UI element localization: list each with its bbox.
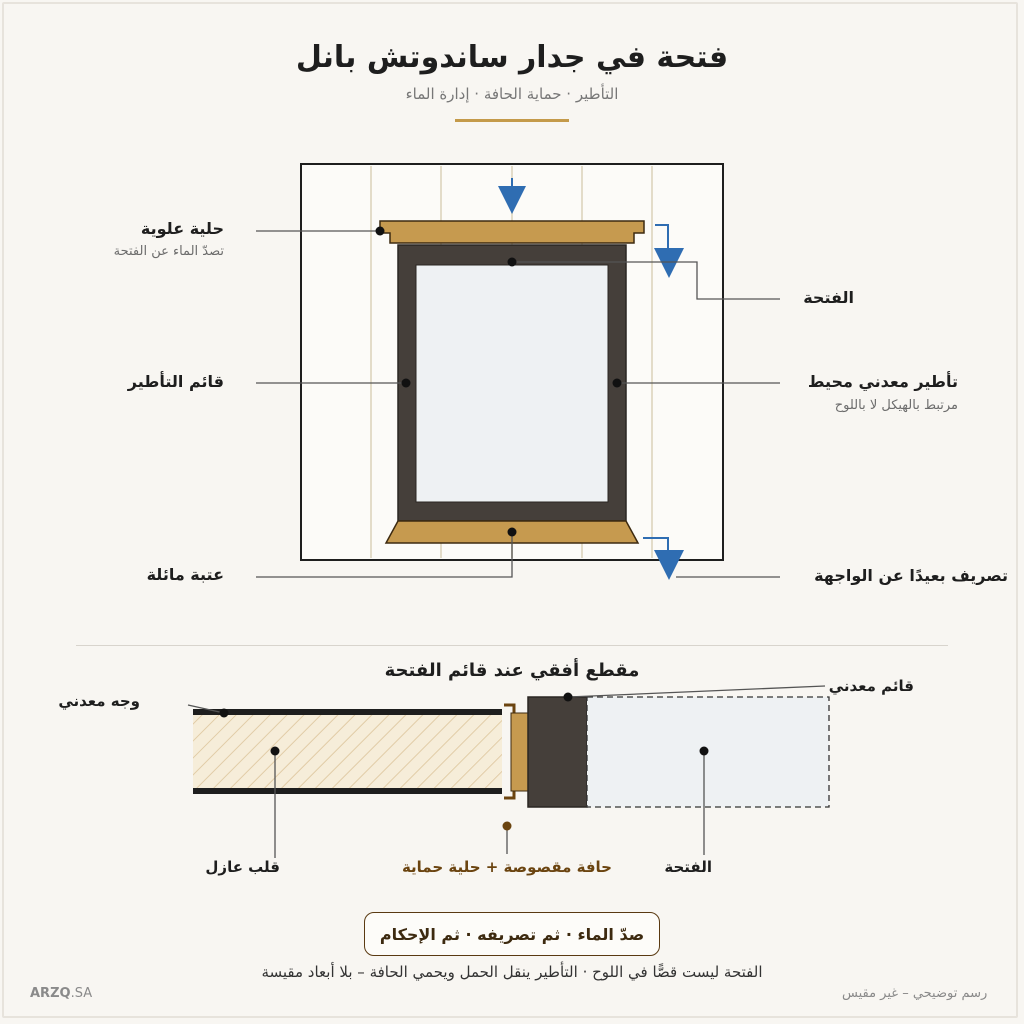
insulated-core [193,713,502,791]
label-perimeter-frame: تأطير معدني محيط [807,372,958,391]
brand-suffix: .SA [70,986,93,1001]
opening-glass [416,265,608,502]
metal-face-bottom [193,788,502,794]
section-title: مقطع أفقي عند قائم الفتحة [384,660,640,681]
brand-logo [30,986,92,1001]
head-flashing [380,221,644,243]
elevation-drawing [256,164,780,580]
page-title: فتحة في جدار ساندوتش بانل [295,40,729,75]
label-head-flashing-sub: تصدّ الماء عن الفتحة [113,244,224,259]
label-insulated-core: قلب عازل [205,858,280,876]
label-metal-jamb: قائم معدني [828,677,914,695]
footer-note: الفتحة ليست قصًّا في اللوح · التأطير ينقل الحمل ويحمي الحافة – بلا أبعاد مقيسة [261,963,763,981]
section-drawing [188,686,829,858]
label-sill: عتبة مائلة [146,565,224,584]
metal-jamb [528,697,587,807]
label-opening: الفتحة [803,288,854,307]
label-drain: تصريف بعيدًا عن الواجهة [814,566,1008,585]
cut-edge-dot [503,822,512,831]
scale-note: رسم توضيحي – غير مقيس [842,986,988,1001]
brand-name: ARZQ [30,986,71,1001]
water-arrow-sill [654,550,684,580]
metal-face-top [193,709,502,715]
label-perimeter-frame-sub: مرتبط بالهيكل لا باللوح [834,398,958,413]
label-metal-face: وجه معدني [58,692,140,710]
section-divider [76,645,948,646]
principle-badge: صدّ الماء · ثم تصريفه · ثم الإحكام [364,912,660,956]
label-cut-edge: حافة مقصوصة + حلية حماية [401,858,612,876]
edge-trim-fill [511,713,528,791]
page-subtitle: التأطير · حماية الحافة · إدارة الماء [405,85,619,103]
label-head-flashing: حلية علوية [140,219,224,238]
label-section-opening: الفتحة [664,858,712,876]
label-jamb: قائم التأطير [127,372,224,391]
